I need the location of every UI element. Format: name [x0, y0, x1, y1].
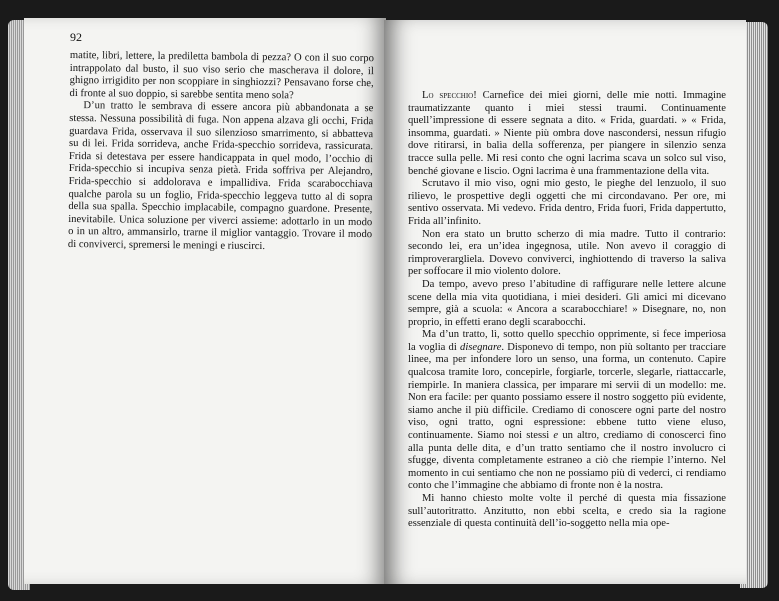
italic-word: disegnare [460, 341, 502, 353]
paragraph: matite, libri, lettere, la prediletta bambola di pezza? O con il suo corpo intrappolato dal busto, il suo viso serio che mascherava il dolore, il ghigno irrigidito per non scoppiare in singhiozzi? Pensavano forse che, di fronte al suo doppio, si sarebbe sentita meno sola? [69, 50, 374, 102]
paragraph-text: . Disponevo di tempo, non più soltanto per tracciare linee, ma per infondere loro un senso, una forma, un contenuto. Capire qualcosa tramite loro, concepirle, forgiarle, torcerle, slegarle, riattaccarle, riempirle. In maniera classica, per imparare mi servii di un modello: me. Non era facile: per quanto possiamo essere il nostro soggetto più evidente, siamo anche il più difficile. Crediamo di conoscere ogni parte del nostro viso, ogni tratto, ogni espressione: ebbene tutto viene eluso, continuamente. Siamo noi stessi [408, 341, 726, 442]
paragraph-text: Ma d’un tratto, lì, sotto quello specchio opprimente, si fece imperiosa la voglia di [408, 329, 726, 353]
left-page-text [68, 50, 374, 255]
page-number: 92 [70, 30, 82, 44]
paragraph: Mi hanno chiesto molte volte il perché di questa mia fissazione sull’autoritratto. Anzitutto, non ebbi scelta, e credo sia la ragione essenziale di questa continuità dell’io-soggetto nella mia ope- [408, 493, 726, 530]
paragraph [408, 329, 726, 493]
paragraph: Scrutavo il mio viso, ogni mio gesto, le pieghe del lenzuolo, il suo rilievo, le prospettive degli oggetti che mi circondavano. Per ore, mi sentivo osservata. Mi vedevo. Frida dentro, Frida fuori, Frida dappertutto, Frida all’infinito. [408, 178, 726, 227]
paragraph [408, 90, 726, 178]
left-page [24, 18, 386, 584]
paragraph: Da tempo, avevo preso l’abitudine di raffigurare nelle lettere alcune scene della mia vita quotidiana, i miei desideri. Gli amici mi dicevano sempre, già a scuola: « Ancora a scarabocchiare! » Disegnare, no, non proprio, in effetti erano degli scarabocchi. [408, 278, 726, 328]
paragraph: Non era stato un brutto scherzo di mia madre. Tutto il contrario: secondo lei, era un’idea ingegnosa, utile. Non avevo il coraggio di rimproverargliela. Dovevo conviverci, inghiottendo di traverso la saliva per soffocare il mio violento dolore. [408, 228, 726, 278]
right-page [384, 20, 746, 584]
right-page-text [408, 90, 726, 531]
italic-word: e [553, 430, 559, 442]
lead-smallcaps: Lo specchio [422, 90, 474, 101]
paragraph-text: ! Carnefice dei miei giorni, delle mie notti. Immagine traumatizzante quanto i miei stessi traumi. Continuamente quell’impressione di essere segnata a dito. « Frida, guardati. » « Frida, insomma, guardati. » Niente più ombra dove nascondersi, nessun rifugio dove ritirarsi, in balìa della sofferenza, per piangere in silenzio senza tracce sulla pelle. Mi resi conto che ogni lacrima scava un solco sul viso, benché giovane e liscio. Ogni lacrima è una frammentazione della vita. [408, 90, 726, 177]
paragraph-text: un altro, crediamo di conoscerci fino alla punta delle dita, e d’un tratto sentiamo che il nostro involucro ci sfugge, diventa completamente estraneo a ciò che riempie l’interno. Nel momento in cui sentiamo che non ne possiamo più di vederci, ci rendiamo conto che l’immagine che abbiamo di fronte non è la nostra. [408, 430, 726, 492]
paragraph: D’un tratto le sembrava di essere ancora più abbandonata a se stessa. Nessuna possibilità di fuga. Non appena alzava gli occhi, Frida guardava Frida, osservava il suo silenzioso smarrimento, si abbatteva su di lei. Frida sorrideva, anche Frida-specchio sorrideva, rassicurata. Frida si detestava per essere handicappata in quel modo, l’occhio di Frida-specchio si incupiva senza pietà. Frida soffriva per Alejandro, Frida-specchio si addolorava e impallidiva. Frida scarabocchiava qualche parola su un foglio, Frida-specchio leggeva tutto al di sopra della sua spalla. Specchio implacabile, compagno guardone. Presente, inevitabile. Unica soluzione per viverci assieme: adottarlo in un modo o in un altro, ammansirlo, trarne il miglior vantaggio. Trovare il modo di conviverci, spremersi le meningi e riuscirci. [67, 100, 374, 252]
